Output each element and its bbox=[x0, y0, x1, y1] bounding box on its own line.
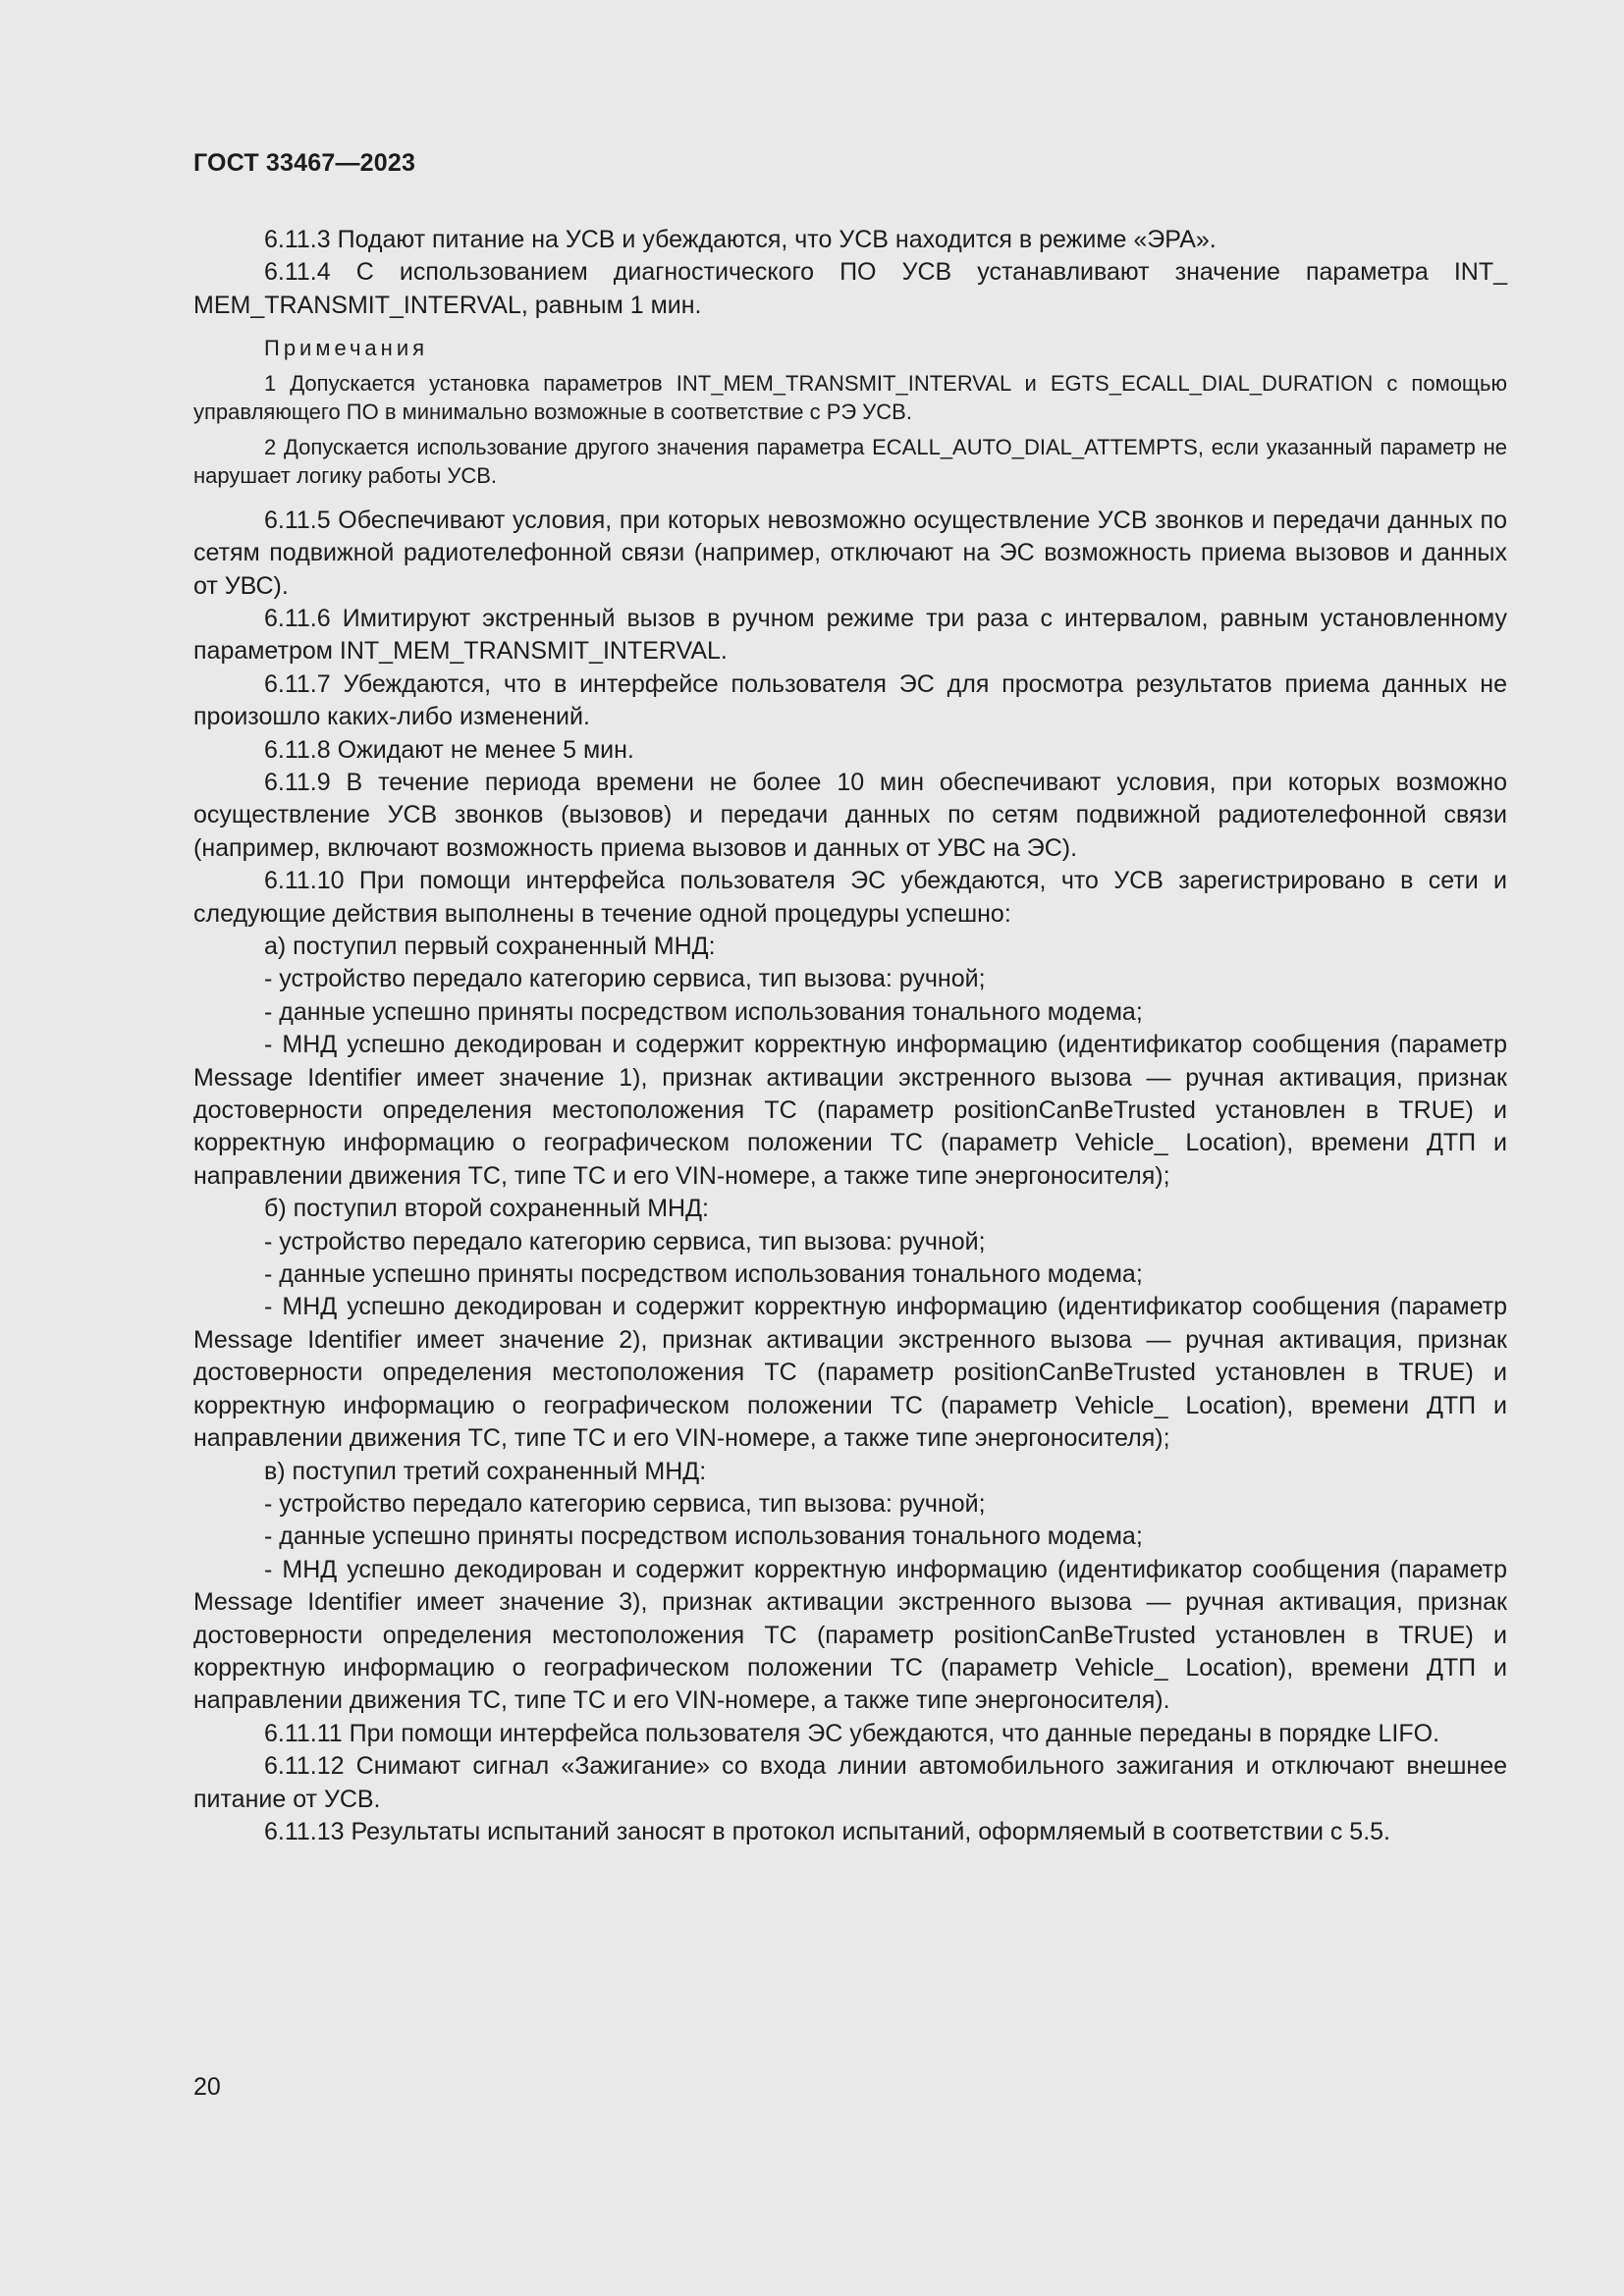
list-item-a-2: - данные успешно приняты посредством использования тонального модема; bbox=[264, 997, 1143, 1026]
paragraph-6-11-10: 6.11.10 При помощи интерфейса пользователя ЭС убеждаются, что УСВ зарегистрировано в сети и следующие действия выполнены в течение одной процедуры успешно: bbox=[193, 867, 1507, 928]
list-item-b-1: - устройство передало категорию сервиса, тип вызова: ручной; bbox=[264, 1227, 986, 1255]
list-item-b: б) поступил второй сохраненный МНД: bbox=[264, 1195, 709, 1223]
document-body bbox=[193, 224, 1507, 1848]
paragraph-6-11-12: 6.11.12 Снимают сигнал «Зажигание» со входа линии автомобильного зажигания и отключают внешнее питание от УСВ. bbox=[193, 1752, 1507, 1813]
paragraph-6-11-4: 6.11.4 С использованием диагностического ПО УСВ устанавливают значение параметра INT_ MEM_TRANSMIT_INTERVAL, равным 1 мин. bbox=[193, 258, 1507, 319]
paragraph-6-11-6: 6.11.6 Имитируют экстренный вызов в ручном режиме три раза с интервалом, равным установленному параметром INT_MEM_TRANSMIT_INTERVAL. bbox=[193, 604, 1507, 666]
list-item-b-3: - МНД успешно декодирован и содержит корректную информацию (идентификатор сообщения (параметр Message Identifier имеет значение 2), признак активации экстренного вызова — ручная активация, признак достоверности определения местоположения ТС (параметр positionCanBeTrusted установлен в TRUE) и корректную информацию о географическом положении ТС (параметр Vehicle_ Location), времени ДТП и направлении движения ТС, типе ТС и его VIN-номере, а также типе энергоносителя); bbox=[193, 1293, 1507, 1453]
paragraph-6-11-5: 6.11.5 Обеспечивают условия, при которых невозможно осуществление УСВ звонков и передачи данных по сетям подвижной радиотелефонной связи (например, отключают на ЭС возможность приема вызовов и данных от УВС). bbox=[193, 506, 1507, 600]
paragraph-6-11-8: 6.11.8 Ожидают не менее 5 мин. bbox=[264, 735, 634, 764]
list-item-v-1: - устройство передало категорию сервиса, тип вызова: ручной; bbox=[264, 1489, 986, 1518]
list-item-v: в) поступил третий сохраненный МНД: bbox=[264, 1457, 707, 1485]
list-item-a-3: - МНД успешно декодирован и содержит корректную информацию (идентификатор сообщения (параметр Message Identifier имеет значение 1), признак активации экстренного вызова — ручная активация, признак достоверности определения местоположения ТС (параметр positionCanBeTrusted установлен в TRUE) и корректную информацию о географическом положении ТС (параметр Vehicle_ Location), времени ДТП и направлении движения ТС, типе ТС и его VIN-номере, а также типе энергоносителя); bbox=[193, 1031, 1507, 1190]
note-2: 2 Допускается использование другого значения параметра ECALL_AUTO_DIAL_ATTEMPTS, если указанный параметр не нарушает логику работы УСВ. bbox=[193, 434, 1507, 489]
notes-block bbox=[193, 334, 1507, 491]
paragraph-6-11-13: 6.11.13 Результаты испытаний заносят в протокол испытаний, оформляемый в соответствии с 5.5. bbox=[264, 1817, 1390, 1845]
notes-title: Примечания bbox=[264, 336, 429, 361]
list-item-v-3: - МНД успешно декодирован и содержит корректную информацию (идентификатор сообщения (параметр Message Identifier имеет значение 3), признак активации экстренного вызова — ручная активация, признак достоверности определения местоположения ТС (параметр positionCanBeTrusted установлен в TRUE) и корректную информацию о географическом положении ТС (параметр Vehicle_ Location), времени ДТП и направлении движения ТС, типе ТС и его VIN-номере, а также типе энергоносителя). bbox=[193, 1555, 1507, 1715]
note-1: 1 Допускается установка параметров INT_MEM_TRANSMIT_INTERVAL и EGTS_ECALL_DIAL_DURATION с помощью управляющего ПО в минимально возможные в соответствие с РЭ УСВ. bbox=[193, 370, 1507, 425]
list-item-v-2: - данные успешно приняты посредством использования тонального модема; bbox=[264, 1522, 1143, 1551]
document-header: ГОСТ 33467—2023 bbox=[193, 149, 416, 177]
paragraph-6-11-7: 6.11.7 Убеждаются, что в интерфейсе пользователя ЭС для просмотра результатов приема данных не произошло каких-либо изменений. bbox=[193, 669, 1507, 731]
page-number: 20 bbox=[193, 2073, 221, 2101]
list-item-a: а) поступил первый сохраненный МНД: bbox=[264, 933, 716, 960]
list-item-b-2: - данные успешно приняты посредством использования тонального модема; bbox=[264, 1260, 1143, 1289]
list-item-a-1: - устройство передало категорию сервиса, тип вызова: ручной; bbox=[264, 965, 986, 993]
paragraph-6-11-11: 6.11.11 При помощи интерфейса пользователя ЭС убеждаются, что данные переданы в порядке LIFO. bbox=[264, 1719, 1440, 1747]
paragraph-6-11-9: 6.11.9 В течение периода времени не более 10 мин обеспечивают условия, при которых возможно осуществление УСВ звонков (вызовов) и передачи данных по сетям подвижной радиотелефонной связи (например, включают возможность приема вызовов и данных от УВС на ЭС). bbox=[193, 768, 1507, 862]
paragraph-6-11-3: 6.11.3 Подают питание на УСВ и убеждаются, что УСВ находится в режиме «ЭРА». bbox=[264, 226, 1217, 253]
